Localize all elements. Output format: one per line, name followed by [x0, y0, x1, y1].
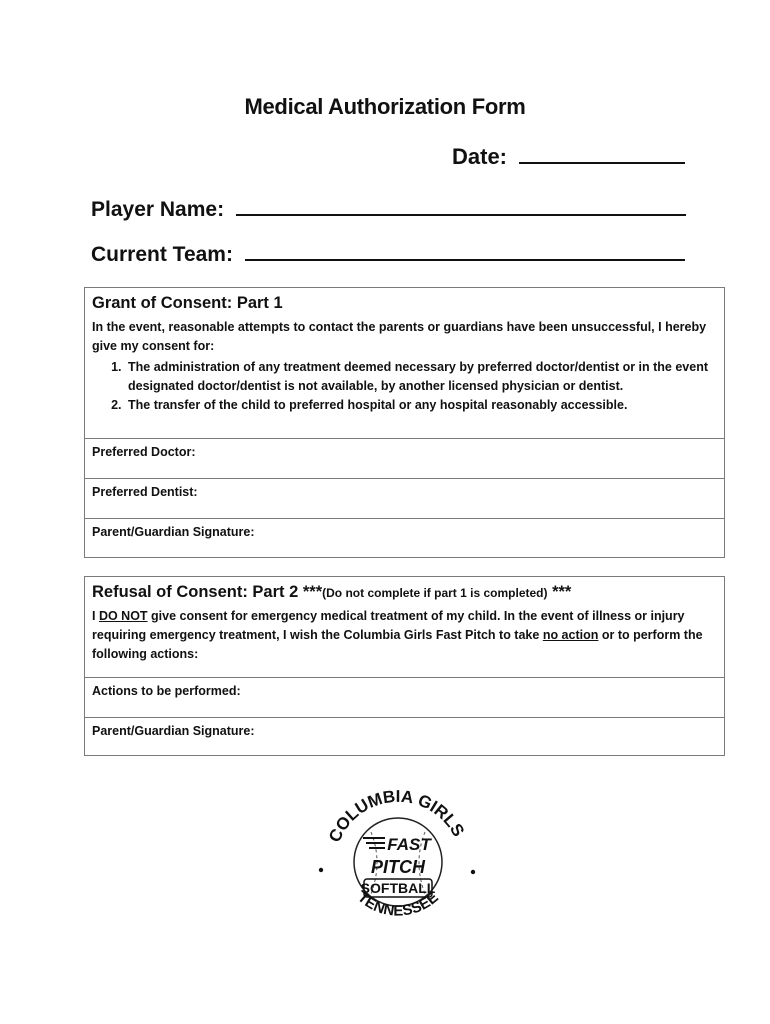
part2-text-end: or to perform the following actions: [92, 628, 703, 661]
do-not-emphasis: DO NOT [98, 609, 148, 623]
logo-fast: FAST [387, 835, 431, 854]
part2-signature-label: Parent/Guardian Signature: [92, 724, 255, 738]
player-name-field [91, 196, 686, 222]
date-field [452, 144, 685, 170]
preferred-doctor-field[interactable] [85, 438, 724, 478]
part1-intro: In the event, reasonable attempts to contact the parents or guardians have been unsuccessful, I hereby give my consent for: [92, 320, 707, 353]
grant-of-consent-box [84, 287, 725, 558]
current-team-field [91, 241, 685, 267]
actions-field[interactable] [85, 677, 724, 717]
consent-item: 2. The transfer of the child to preferred hospital or any hospital reasonably accessible. [125, 396, 717, 415]
page-title: Medical Authorization Form [244, 94, 526, 119]
part2-title-main: Refusal of Consent: Part 2 *** [92, 583, 323, 601]
grant-of-consent-section [85, 288, 724, 438]
part1-signature-label: Parent/Guardian Signature: [92, 525, 255, 539]
dot-right [471, 870, 475, 874]
part2-text-start: I [92, 609, 99, 623]
logo-softball: SOFTBALL [360, 880, 436, 896]
player-name-input-line[interactable] [236, 196, 686, 216]
part2-title-end: *** [547, 583, 572, 601]
no-action-emphasis: no action [542, 628, 599, 642]
preferred-dentist-label: Preferred Dentist: [92, 485, 198, 499]
logo-pitch: PITCH [371, 857, 425, 877]
current-team-input-line[interactable] [245, 241, 685, 261]
refusal-of-consent-box [84, 576, 725, 756]
date-input-line[interactable] [519, 144, 685, 164]
logo-ring-bottom: TENNESSEE [354, 888, 442, 920]
actions-label: Actions to be performed: [92, 684, 241, 698]
part2-text [92, 607, 717, 664]
part2-signature-field[interactable] [85, 717, 724, 755]
player-name-label: Player Name: [91, 198, 225, 221]
preferred-doctor-label: Preferred Doctor: [92, 445, 196, 459]
part2-text-middle: give consent for emergency medical treatment of my child. In the event of illness or injury requiring emergency treatment, I wish the Columbia Girls Fast Pitch to take [92, 609, 685, 642]
part2-title [92, 583, 717, 602]
part1-title: Grant of Consent: Part 1 [92, 294, 283, 312]
dot-left [319, 868, 323, 872]
date-label: Date: [452, 144, 508, 169]
refusal-of-consent-section [85, 577, 724, 677]
columbia-girls-fast-pitch-logo [313, 780, 479, 930]
part2-title-note: (Do not complete if part 1 is completed) [322, 586, 548, 600]
current-team-label: Current Team: [91, 243, 233, 266]
consent-list [92, 358, 717, 415]
logo-ring-top: COLUMBIA GIRLS [324, 786, 469, 846]
part1-signature-field[interactable] [85, 518, 724, 557]
preferred-dentist-field[interactable] [85, 478, 724, 518]
consent-item: 1. The administration of any treatment deemed necessary by preferred doctor/dentist or in the event designated doctor/dentist is not available, by another licensed physician or dentist. [125, 358, 717, 396]
